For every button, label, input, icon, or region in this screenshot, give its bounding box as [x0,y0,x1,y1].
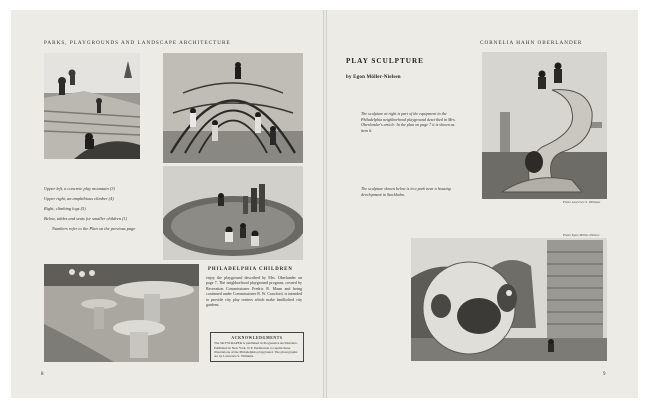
article-body: enjoy the playground described by Mrs. Oberlander on page 7. The neighborhood playground program, created by Recreation Commissioner Fredric R. Mann and being continued under Commissioner R. W. Crawford, is intended to provide city play centers which make landlocked city gardens. [206,275,302,308]
caption-lower: The sculpture shown below is in a park near a housing development in Stockholm. [361,186,451,197]
caption-note: Numbers refer to the Plan on the previous page [52,226,136,231]
caption-item: Upper left, a concrete play mountain (3) [44,186,115,191]
page-spine [323,10,327,398]
photo-climbing-logs [163,166,303,260]
photo-play-mountain [44,53,140,159]
caption-item: Right, climbing logs (5) [44,206,86,211]
photo-amphibious-climber [163,53,303,163]
running-head-left: PARKS, PLAYGROUNDS AND LANDSCAPE ARCHITECTURE [44,40,231,46]
photo-credit-lower: Photo Egon Möller-Nielsen [563,233,600,237]
article-title-right: PLAY SCULPTURE [346,57,424,65]
caption-item: Below, tables and seats for smaller children (1) [44,216,128,221]
article-title: PHILADELPHIA CHILDREN [208,267,293,272]
photo-sphere-sculpture [411,238,607,361]
page-number-left: 8 [41,372,44,377]
article-byline: by Egon Möller-Nielsen [346,75,401,80]
running-head-right: CORNELIA HAHN OBERLANDER [480,40,583,46]
acknowledgments-title: ACKNOWLEDGMENTS [231,336,283,340]
caption-list [44,184,135,234]
page-number-right: 9 [603,372,606,377]
photo-credit-upper: Photo Lawrence S. Williams [563,200,601,204]
acknowledgments-box [210,332,304,362]
caption-item: Upper right, an amphibious climber (4) [44,196,114,201]
photo-spiral-sculpture [482,52,607,199]
photo-tables-seats [44,264,199,362]
acknowledgments-body: The SKYSCRAPER is published in Progressive Architecture. Published in New York, N.Y. Permission to reprint these illustrations of the Philadelphia playground. The photographs are by Lawrence S. Williams. [214,341,298,359]
caption-upper: The sculpture at right is part of the equipment in the Philadelphia neighborhood playground described in Mrs. Oberlander's article. In the plan on page 7 it is shown as item 6. [361,111,456,133]
